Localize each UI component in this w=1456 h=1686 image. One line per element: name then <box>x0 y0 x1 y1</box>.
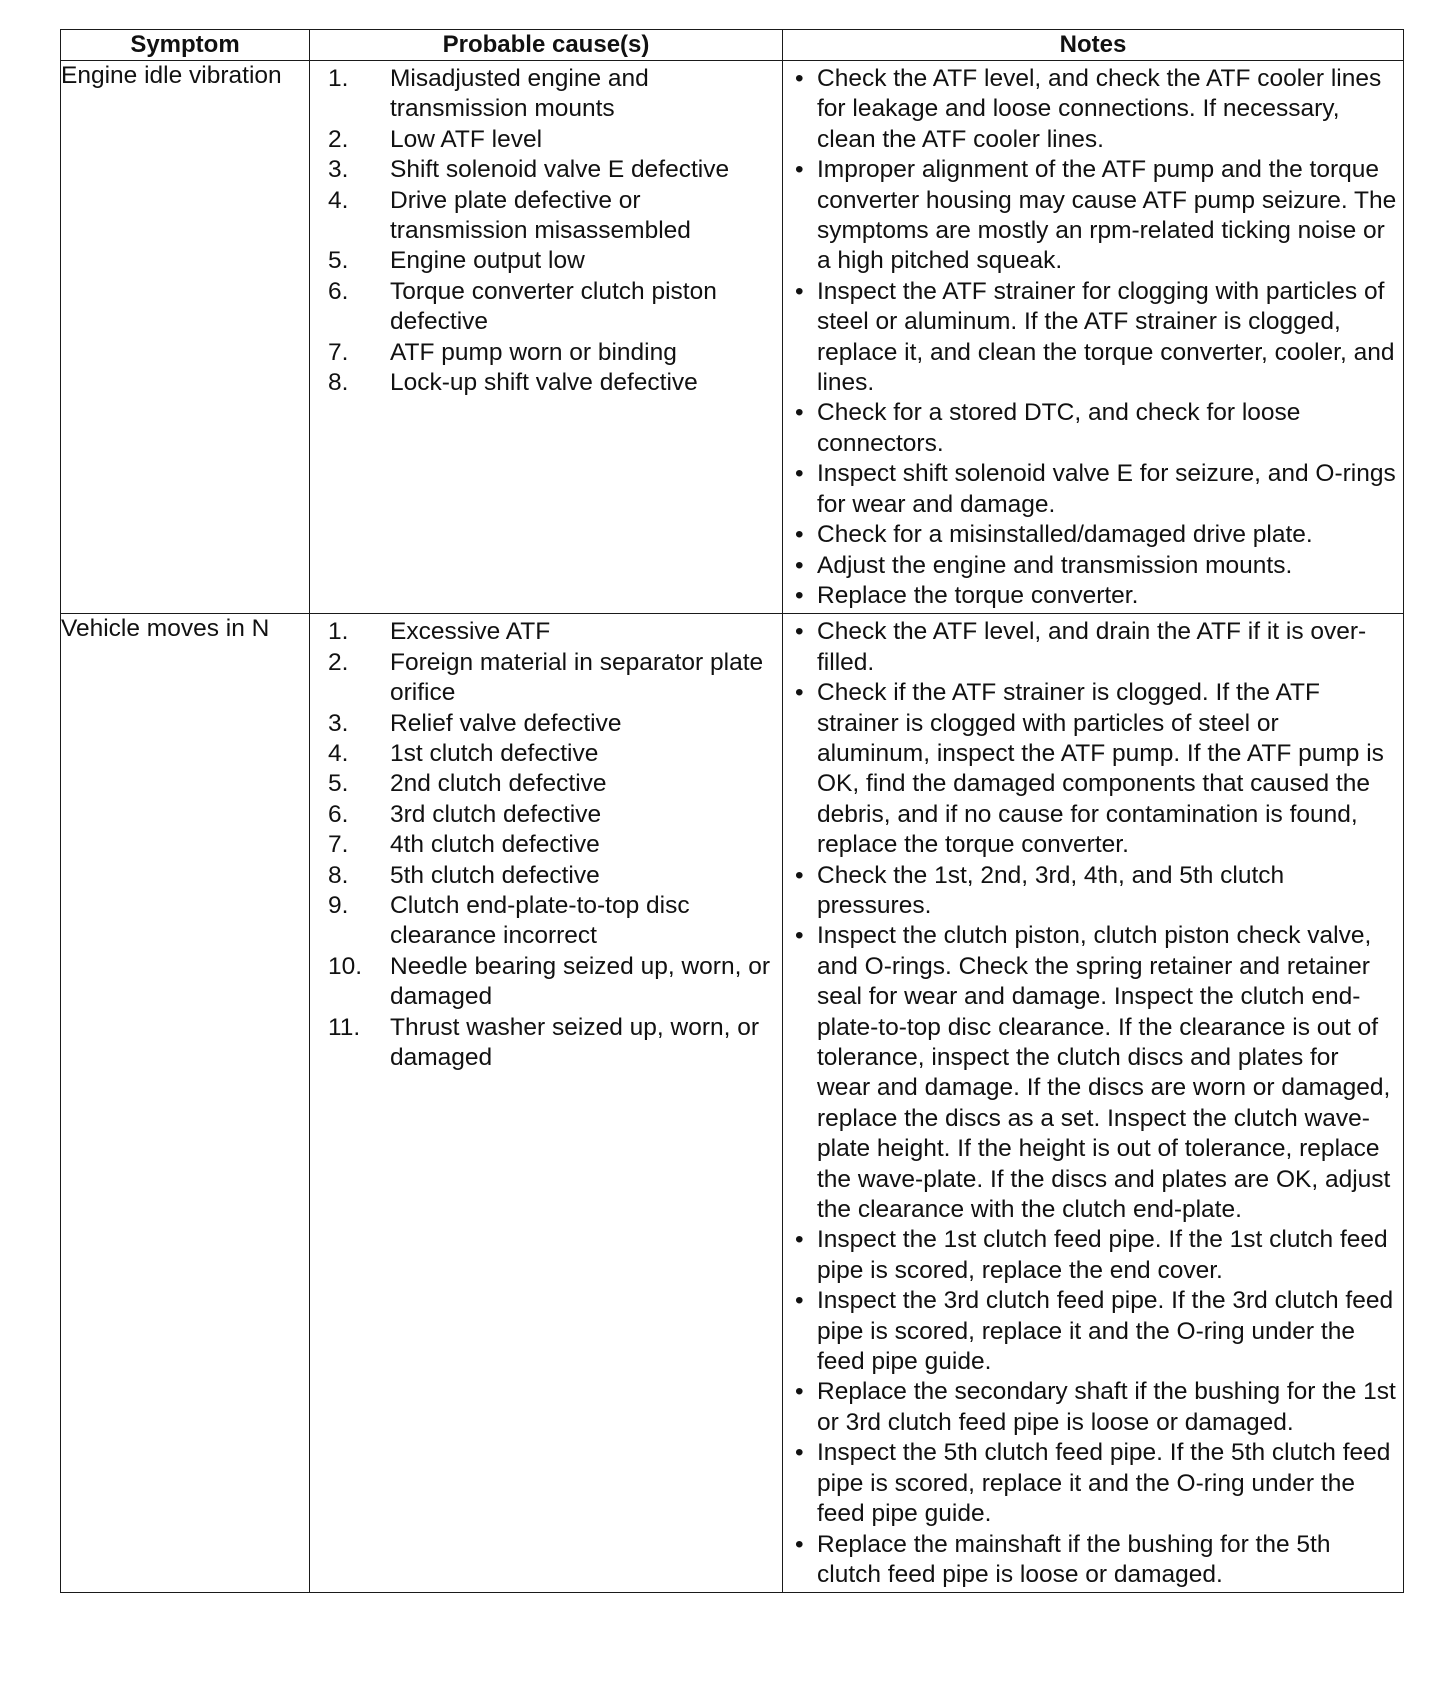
note-item <box>793 1530 1397 1591</box>
cause-text: Foreign material in separator plate orifice <box>390 648 764 707</box>
cause-number: 3. <box>328 156 349 184</box>
note-item <box>793 1286 1397 1377</box>
note-item <box>793 277 1397 399</box>
cause-text: 4th clutch defective <box>390 831 600 859</box>
cause-item <box>328 1013 778 1074</box>
note-item <box>793 617 1397 678</box>
causes-list <box>310 614 782 1073</box>
table-row <box>61 61 1404 614</box>
cause-item <box>328 338 778 368</box>
cause-text: Misadjusted engine and transmission mounts <box>390 65 649 123</box>
cause-number: 3. <box>328 709 349 737</box>
cause-number: 6. <box>328 277 349 305</box>
cause-item <box>328 648 778 709</box>
cause-item <box>328 368 778 398</box>
note-text: Check the ATF level, and check the ATF cooler lines for leakage and loose connections. If necessary, clean the ATF cooler lines. <box>817 65 1382 153</box>
bullet-icon: • <box>795 1439 804 1467</box>
notes-list <box>783 614 1403 1592</box>
table-row <box>61 614 1404 1593</box>
notes-list <box>783 61 1403 613</box>
note-item <box>793 459 1397 520</box>
cause-number: 10. <box>328 952 363 980</box>
note-text: Adjust the engine and transmission mounts. <box>817 551 1293 579</box>
cause-text: ATF pump worn or binding <box>390 338 677 366</box>
note-text: Check for a stored DTC, and check for loose connectors. <box>817 399 1301 457</box>
symptom-cell: Engine idle vibration <box>61 61 310 614</box>
cause-text: Engine output low <box>390 247 585 275</box>
cause-text: Thrust washer seized up, worn, or damaged <box>390 1013 760 1071</box>
cause-item <box>328 125 778 155</box>
note-text: Improper alignment of the ATF pump and the torque converter housing may cause ATF pump seizure. The symptoms are mostly an rpm-related ticking noise or a high pitched squeak. <box>817 156 1397 275</box>
cause-number: 4. <box>328 739 349 767</box>
note-item <box>793 921 1397 1225</box>
cause-number: 5. <box>328 770 349 798</box>
bullet-icon: • <box>795 277 804 305</box>
cause-item <box>328 246 778 276</box>
bullet-icon: • <box>795 156 804 184</box>
note-text: Replace the mainshaft if the bushing for the 5th clutch feed pipe is loose or damaged. <box>817 1530 1331 1588</box>
note-item <box>793 581 1397 611</box>
note-text: Check if the ATF strainer is clogged. If the ATF strainer is clogged with particles of steel or aluminum, inspect the ATF pump. If the ATF pump is OK, find the damaged components that caused the debris, and if no cause for contamination is found, replace the torque converter. <box>817 679 1384 859</box>
causes-cell <box>310 61 783 614</box>
cause-text: 1st clutch defective <box>390 739 599 767</box>
bullet-icon: • <box>795 581 804 609</box>
symptom-cell: Vehicle moves in N <box>61 614 310 1593</box>
bullet-icon: • <box>795 861 804 889</box>
note-text: Inspect the 5th clutch feed pipe. If the 5th clutch feed pipe is scored, replace it and the O-ring under the feed pipe guide. <box>817 1439 1391 1528</box>
bullet-icon: • <box>795 460 804 488</box>
cause-item <box>328 861 778 891</box>
note-text: Check the ATF level, and drain the ATF if it is over-filled. <box>817 618 1367 676</box>
troubleshooting-page <box>60 29 1403 1593</box>
cause-text: Low ATF level <box>390 125 543 153</box>
cause-text: Drive plate defective or transmission misassembled <box>390 186 691 245</box>
notes-cell <box>783 61 1404 614</box>
cause-number: 11. <box>328 1013 361 1041</box>
cause-item <box>328 830 778 860</box>
note-text: Replace the secondary shaft if the bushing for the 1st or 3rd clutch feed pipe is loose or damaged. <box>817 1378 1396 1436</box>
cause-number: 8. <box>328 861 349 889</box>
cause-text: Lock-up shift valve defective <box>390 369 698 397</box>
cause-item <box>328 800 778 830</box>
cause-text: 3rd clutch defective <box>390 800 602 828</box>
header-notes: Notes <box>783 30 1404 61</box>
note-item <box>793 678 1397 860</box>
bullet-icon: • <box>795 922 804 950</box>
note-text: Inspect the 1st clutch feed pipe. If the 1st clutch feed pipe is scored, replace the end cover. <box>817 1226 1388 1284</box>
note-text: Inspect the 3rd clutch feed pipe. If the 3rd clutch feed pipe is scored, replace it and the O-ring under the feed pipe guide. <box>817 1287 1394 1376</box>
cause-number: 7. <box>328 831 349 859</box>
causes-cell <box>310 614 783 1593</box>
bullet-icon: • <box>795 1378 804 1406</box>
bullet-icon: • <box>795 1530 804 1558</box>
note-text: Inspect the ATF strainer for clogging with particles of steel or aluminum. If the ATF strainer is clogged, replace it, and clean the torque converter, cooler, and lines. <box>817 277 1395 397</box>
cause-item <box>328 617 778 647</box>
cause-text: Shift solenoid valve E defective <box>390 156 730 184</box>
cause-number: 9. <box>328 891 349 919</box>
bullet-icon: • <box>795 521 804 549</box>
note-item <box>793 861 1397 922</box>
note-text: Replace the torque converter. <box>817 581 1139 609</box>
note-item <box>793 64 1397 155</box>
cause-item <box>328 64 778 125</box>
header-row <box>61 30 1404 61</box>
cause-number: 5. <box>328 247 349 275</box>
cause-item <box>328 891 778 952</box>
cause-text: Clutch end-plate-to-top disc clearance incorrect <box>390 891 690 950</box>
note-item <box>793 551 1397 581</box>
cause-number: 8. <box>328 369 349 397</box>
note-text: Inspect the clutch piston, clutch piston check valve, and O-rings. Check the spring retainer and retainer seal for wear and damage. Inspect the clutch end-plate-to-top disc clearance. If the clearance is out of tolerance, inspect the clutch discs and plates for wear and damage. If the discs are worn or damaged, replace the discs as a set. Inspect the clutch wave-plate height. If the height is out of tolerance, replace the wave-plate. If the discs and plates are OK, adjust the clearance with the clutch end-plate. <box>817 922 1391 1224</box>
cause-text: Relief valve defective <box>390 709 622 737</box>
cause-text: Torque converter clutch piston defective <box>390 277 717 336</box>
notes-cell <box>783 614 1404 1593</box>
note-text: Check the 1st, 2nd, 3rd, 4th, and 5th clutch pressures. <box>817 861 1285 919</box>
note-item <box>793 398 1397 459</box>
cause-text: Excessive ATF <box>390 618 551 646</box>
cause-text: Needle bearing seized up, worn, or damaged <box>390 952 770 1011</box>
cause-text: 2nd clutch defective <box>390 770 607 798</box>
cause-text: 5th clutch defective <box>390 861 600 889</box>
cause-number: 1. <box>328 65 349 92</box>
causes-list <box>310 61 782 398</box>
note-text: Check for a misinstalled/damaged drive plate. <box>817 521 1313 549</box>
cause-number: 7. <box>328 338 349 366</box>
cause-item <box>328 739 778 769</box>
note-text: Inspect shift solenoid valve E for seizure, and O-rings for wear and damage. <box>817 460 1396 518</box>
bullet-icon: • <box>795 399 804 427</box>
cause-item <box>328 769 778 799</box>
note-item <box>793 1438 1397 1529</box>
bullet-icon: • <box>795 551 804 579</box>
bullet-icon: • <box>795 65 804 92</box>
cause-number: 1. <box>328 618 349 646</box>
note-item <box>793 520 1397 550</box>
cause-item <box>328 709 778 739</box>
header-probable-causes: Probable cause(s) <box>310 30 783 61</box>
cause-item <box>328 155 778 185</box>
header-symptom: Symptom <box>61 30 310 61</box>
bullet-icon: • <box>795 1226 804 1254</box>
cause-number: 2. <box>328 648 349 676</box>
cause-item <box>328 952 778 1013</box>
bullet-icon: • <box>795 1287 804 1315</box>
cause-number: 6. <box>328 800 349 828</box>
bullet-icon: • <box>795 679 804 707</box>
troubleshooting-table <box>60 29 1404 1593</box>
note-item <box>793 155 1397 277</box>
cause-number: 2. <box>328 125 349 153</box>
note-item <box>793 1225 1397 1286</box>
cause-item <box>328 277 778 338</box>
bullet-icon: • <box>795 618 804 646</box>
note-item <box>793 1377 1397 1438</box>
cause-number: 4. <box>328 186 349 214</box>
cause-item <box>328 186 778 247</box>
